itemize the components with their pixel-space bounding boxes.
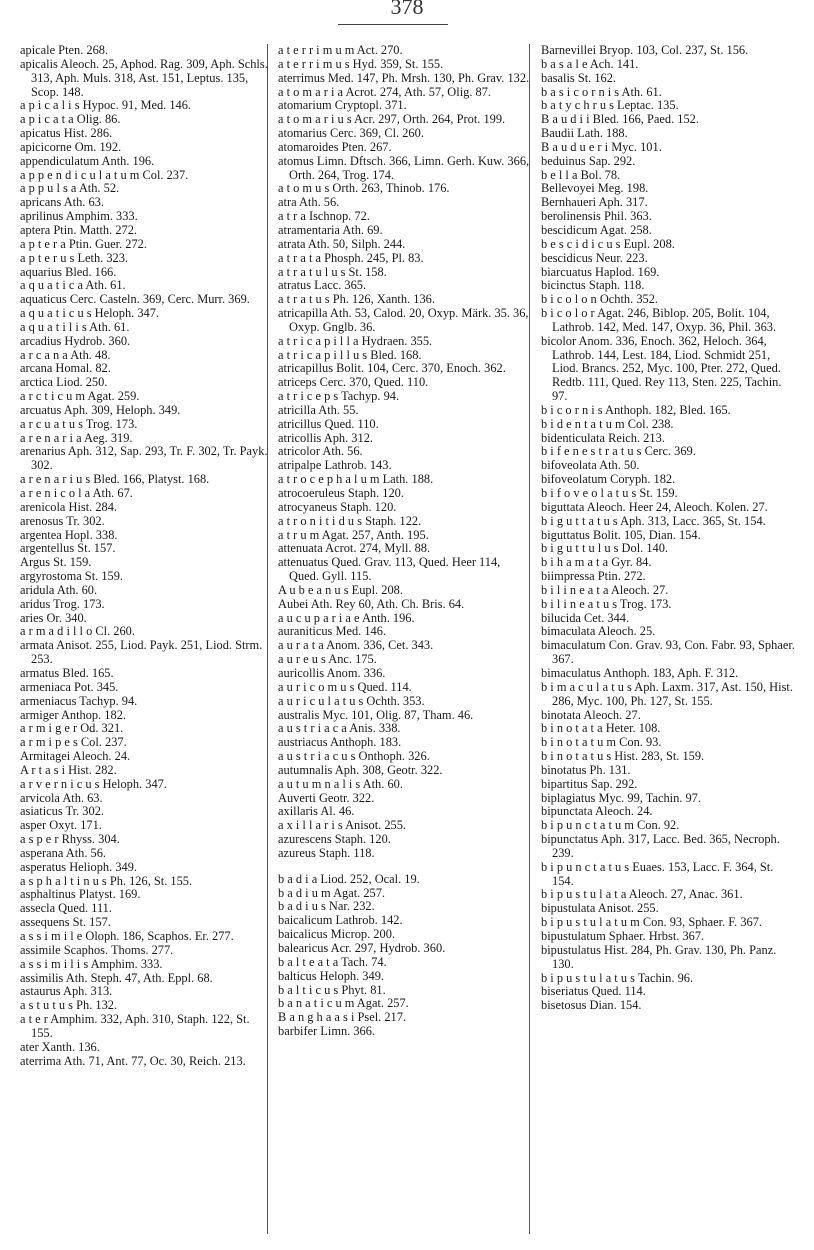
index-entry: a t e r r i m u m Act. 270. xyxy=(278,43,403,57)
index-entry: a p p u l s a Ath. 52. xyxy=(20,181,120,196)
index-entry: b i c o l o r Agat. 246, Biblop. 205, Bolit. 104, Lathrob. 142, Med. 147, Oxyp. 36, Phil. 363. xyxy=(541,306,777,334)
index-entry: a t e r Amphim. 332, Aph. 310, Staph. 122, St. 155. xyxy=(20,1012,250,1040)
index-entry: arcadius Hydrob. 360. xyxy=(20,333,131,348)
index-entry: b i p u s t u l a t a Aleoch. 27, Anac. 361. xyxy=(541,887,743,902)
index-entry: aridula Ath. 60. xyxy=(20,582,98,597)
index-entry: auraniticus Med. 146. xyxy=(278,624,387,639)
index-entry: ater Xanth. 136. xyxy=(20,1039,100,1054)
index-entry: bipunctatus Aph. 317, Lacc. Bed. 365, Necroph. 239. xyxy=(541,832,780,860)
index-entry: b i l i n e a t u s Trog. 173. xyxy=(541,596,672,611)
index-entry: autumnalis Aph. 308, Geotr. 322. xyxy=(278,762,443,777)
index-entry: B a n g h a a s i Psel. 217. xyxy=(278,1010,407,1025)
index-entry: b i f e n e s t r a t u s Cerc. 369. xyxy=(541,444,696,459)
index-entry: atricolor Ath. 56. xyxy=(278,444,363,459)
index-entry: a u s t r i a c a Anis. 338. xyxy=(278,721,401,736)
index-entry: a u t u m n a l i s Ath. 60. xyxy=(278,776,403,791)
page-number: 378 xyxy=(390,0,424,19)
index-entry: arctica Liod. 250. xyxy=(20,375,108,390)
index-entry: A r t a s i Hist. 282. xyxy=(20,762,117,777)
index-entry: bisetosus Dian. 154. xyxy=(541,998,642,1013)
index-entry: a x i l l a r i s Anisot. 255. xyxy=(278,818,407,833)
index-entry: armiger Anthop. 182. xyxy=(20,707,126,722)
index-entry: bipustulatus Hist. 284, Ph. Grav. 130, Ph. Panz. 130. xyxy=(541,942,777,971)
index-entry: b i f o v e o l a t u s St. 159. xyxy=(541,486,678,500)
index-entry: a t r a t u l u s St. 158. xyxy=(278,264,387,279)
index-entry: a r m i g e r Od. 321. xyxy=(20,721,124,736)
index-entry: a q u a t i c u s Heloph. 347. xyxy=(20,306,160,321)
index-entry: austriacus Anthoph. 183. xyxy=(278,735,402,750)
index-entry: bimaculatus Anthoph. 183, Aph. F. 312. xyxy=(541,665,739,680)
index-entry: asphaltinus Platyst. 169. xyxy=(20,887,141,902)
index-column-3 xyxy=(541,44,797,1013)
index-entry: armeniaca Pot. 345. xyxy=(20,679,119,694)
index-entry: b i g u t t a t u s Aph. 313, Lacc. 365, St. 154. xyxy=(541,513,766,528)
index-entry: B a u d u e r i Myc. 101. xyxy=(541,139,662,154)
index-entry: apicicorne Om. 192. xyxy=(20,139,122,154)
index-entry: b i d e n t a t u m Col. 238. xyxy=(541,416,674,431)
index-entry: a r e n i c o l a Ath. 67. xyxy=(20,486,133,500)
index-entry: b a d i u s Nar. 232. xyxy=(278,899,375,914)
index-entry: atomarium Cryptopl. 371. xyxy=(278,98,407,113)
index-entry: armata Anisot. 255, Liod. Payk. 251, Liod. Strm. 253. xyxy=(20,638,263,667)
index-entry: Bernhaueri Aph. 317. xyxy=(541,195,648,210)
index-entry: assimilis Ath. Steph. 47, Ath. Eppl. 68. xyxy=(20,970,213,985)
index-entry: baicalicus Microp. 200. xyxy=(278,927,395,942)
index-entry: assecla Qued. 111. xyxy=(20,901,112,916)
index-entry: a p i c a t a Olig. 86. xyxy=(20,112,121,127)
index-entry: a r e n a r i u s Bled. 166, Platyst. 168. xyxy=(20,472,210,487)
index-entry: argentea Hopl. 338. xyxy=(20,527,118,542)
index-entry: balearicus Acr. 297, Hydrob. 360. xyxy=(278,941,446,955)
index-entry: bipustulata Anisot. 255. xyxy=(541,901,659,916)
index-entry: apicalis Aleoch. 25, Aphod. Rag. 309, Aph. Schls. 313, Aph. Muls. 318, Ast. 151, Leptus. 135, Scop. 148. xyxy=(20,56,268,99)
index-entry: a t o m u s Orth. 263, Thinob. 176. xyxy=(278,181,450,196)
index-entry: aterrimus Med. 147, Ph. Mrsh. 130, Ph. Grav. 132. xyxy=(278,70,530,85)
index-entry: asiaticus Tr. 302. xyxy=(20,804,104,819)
index-entry: b a l t e a t a Tach. 74. xyxy=(278,954,387,969)
index-entry: atra Ath. 56. xyxy=(278,195,340,210)
index-entry: Baudii Lath. 188. xyxy=(541,126,628,141)
index-entry: argentellus St. 157. xyxy=(20,541,116,556)
index-entry: atricilla Ath. 55. xyxy=(278,402,359,417)
index-entry: b e l l a Bol. 78. xyxy=(541,167,621,182)
index-entry: a s s i m i l e Oloph. 186, Scaphos. Er. 277. xyxy=(20,929,234,943)
index-entry: a t r o n i t i d u s Staph. 122. xyxy=(278,513,422,528)
index-entry: atriceps Cerc. 370, Qued. 110. xyxy=(278,375,429,390)
index-entry: a p t e r u s Leth. 323. xyxy=(20,250,129,265)
index-entry: a r m a d i l l o Cl. 260. xyxy=(20,624,135,639)
index-entry: assimile Scaphos. Thoms. 277. xyxy=(20,942,174,957)
index-entry: bicinctus Staph. 118. xyxy=(541,278,645,293)
index-entry: biguttata Aleoch. Heer 24, Aleoch. Kolen. 27. xyxy=(541,499,768,514)
index-entry: a q u a t i l i s Ath. 61. xyxy=(20,319,130,334)
index-entry: arcuatus Aph. 309, Heloph. 349. xyxy=(20,402,181,417)
index-entry: biarcuatus Haplod. 169. xyxy=(541,264,660,279)
index-entry: b i n o t a t a Heter. 108. xyxy=(541,721,661,736)
index-entry: a t r a t a Phosph. 245, Pl. 83. xyxy=(278,250,424,265)
index-entry: beduinus Sap. 292. xyxy=(541,153,636,168)
index-entry: b i h a m a t a Gyr. 84. xyxy=(541,555,652,570)
index-entry: a t o m a r i a Acrot. 274, Ath. 57, Olig. 87. xyxy=(278,84,492,99)
index-entry: b a n a t i c u m Agat. 257. xyxy=(278,996,409,1011)
index-entry: biplagiatus Myc. 99, Tachin. 97. xyxy=(541,790,701,805)
index-entry: a p t e r a Ptin. Guer. 272. xyxy=(20,236,147,251)
index-entry: b i g u t t u l u s Dol. 140. xyxy=(541,541,669,556)
index-entry: bescidicus Neur. 223. xyxy=(541,250,648,265)
index-entry: atrata Ath. 50, Silph. 244. xyxy=(278,236,406,251)
index-entry: a u r i c o m u s Qued. 114. xyxy=(278,679,412,694)
index-entry: a t e r r i m u s Hyd. 359, St. 155. xyxy=(278,56,444,71)
index-entry: attenuatus Qued. Grav. 113, Qued. Heer 114, Qued. Gyll. 115. xyxy=(278,555,501,584)
index-entry: biseriatus Qued. 114. xyxy=(541,984,646,999)
index-entry: astaurus Aph. 313. xyxy=(20,984,113,999)
index-entry: atricapilla Ath. 53, Calod. 20, Oxyp. Märk. 35. 36, Oxyp. Gnglb. 36. xyxy=(278,306,529,334)
index-entry: arenosus Tr. 302. xyxy=(20,513,105,528)
index-entry: b i p u s t u l a t u s Tachin. 96. xyxy=(541,970,694,985)
index-entry: atricapillus Bolit. 104, Cerc. 370, Enoch. 362. xyxy=(278,361,506,376)
index-entry: atomaroides Pten. 267. xyxy=(278,139,392,154)
index-entry: a u s t r i a c u s Onthoph. 326. xyxy=(278,749,430,764)
index-entry: aquarius Bled. 166. xyxy=(20,264,117,279)
index-entry: armeniacus Tachyp. 94. xyxy=(20,693,138,708)
index-entry: a s t u t u s Ph. 132. xyxy=(20,998,118,1013)
index-entry: biimpressa Ptin. 272. xyxy=(541,569,646,584)
index-entry: bidenticulata Reich. 213. xyxy=(541,430,665,445)
index-entry: azurescens Staph. 120. xyxy=(278,832,391,847)
index-entry: a t o m a r i u s Acr. 297, Orth. 264, Prot. 199. xyxy=(278,112,506,127)
index-entry: a t r i c a p i l l u s Bled. 168. xyxy=(278,347,422,362)
index-entry: bipunctata Aleoch. 24. xyxy=(541,804,653,819)
index-column-2 xyxy=(278,44,530,1039)
index-entry: asperana Ath. 56. xyxy=(20,845,107,860)
index-entry: a r m i p e s Col. 237. xyxy=(20,735,127,750)
index-entry: apricans Ath. 63. xyxy=(20,195,104,210)
index-entry: a u r a t a Anom. 336, Cet. 343. xyxy=(278,638,434,653)
index-entry: a t r i c a p i l l a Hydraen. 355. xyxy=(278,333,433,348)
section-gap xyxy=(278,861,530,873)
index-entry: atratus Lacc. 365. xyxy=(278,278,367,293)
index-entry: a t r u m Agat. 257, Anth. 195. xyxy=(278,527,429,542)
index-entry: A u b e a n u s Eupl. 208. xyxy=(278,582,403,597)
index-entry: Aubei Ath. Rey 60, Ath. Ch. Bris. 64. xyxy=(278,596,465,611)
index-entry: Argus St. 159. xyxy=(20,555,92,570)
index-entry: asper Oxyt. 171. xyxy=(20,818,102,833)
index-entry: Barnevillei Bryop. 103, Col. 237, St. 156. xyxy=(541,43,749,57)
index-entry: bifoveolata Ath. 50. xyxy=(541,458,640,473)
index-entry: aquaticus Cerc. Casteln. 369, Cerc. Murr. 369. xyxy=(20,292,250,307)
index-entry: aries Or. 340. xyxy=(20,610,87,625)
index-entry: atricollis Aph. 312. xyxy=(278,430,373,445)
index-entry: a r c t i c u m Agat. 259. xyxy=(20,389,140,404)
index-entry: biguttatus Bolit. 105, Dian. 154. xyxy=(541,527,701,542)
index-entry: a r v e r n i c u s Heloph. 347. xyxy=(20,776,167,791)
index-entry: apicatus Hist. 286. xyxy=(20,126,113,141)
index-entry: a r e n a r i a Aeg. 319. xyxy=(20,430,133,445)
index-entry: b a d i u m Agat. 257. xyxy=(278,885,386,900)
index-entry: b i c o r n i s Anthoph. 182, Bled. 165. xyxy=(541,402,731,417)
index-entry: b a d i a Liod. 252, Ocal. 19. xyxy=(278,871,420,886)
index-entry: apicale Pten. 268. xyxy=(20,43,109,57)
index-entry: bicolor Anom. 336, Enoch. 362, Heloch. 364, Lathrob. 144, Lest. 184, Liod. Schmidt 251, Liod. Brancs. 252, Myc. 100, Pter. 272, Qued. Redtb. 111, Qued. Rey 113, Sten. 225, Tachin. 97. xyxy=(541,333,782,404)
index-entry: assequens St. 157. xyxy=(20,915,111,930)
index-entry: atrocoeruleus Staph. 120. xyxy=(278,486,404,500)
index-entry: a p i c a l i s Hypoc. 91, Med. 146. xyxy=(20,98,192,113)
index-entry: aptera Ptin. Matth. 272. xyxy=(20,222,138,237)
index-entry: a s s i m i l i s Amphim. 333. xyxy=(20,956,163,971)
index-entry: binotatus Ph. 131. xyxy=(541,762,631,777)
index-entry: b i p u n c t a t u s Euaes. 153, Lacc. F. 364, St. 154. xyxy=(541,859,774,888)
index-entry: atomus Limn. Dftsch. 366, Limn. Gerh. Kuw. 366, Orth. 264, Trog. 174. xyxy=(278,153,530,182)
index-entry: bimaculata Aleoch. 25. xyxy=(541,624,656,639)
index-entry: b a s i c o r n i s Ath. 61. xyxy=(541,84,662,99)
index-entry: arenicola Hist. 284. xyxy=(20,499,118,514)
index-entry: a q u a t i c a Ath. 61. xyxy=(20,278,126,293)
index-entry: a u c u p a r i a e Anth. 196. xyxy=(278,610,415,625)
index-column-1 xyxy=(20,44,270,1068)
header-rule xyxy=(338,24,448,25)
index-entry: argyrostoma St. 159. xyxy=(20,569,124,584)
index-entry: a r c u a t u s Trog. 173. xyxy=(20,416,138,431)
index-entry: azureus Staph. 118. xyxy=(278,845,375,860)
index-entry: binotata Aleoch. 27. xyxy=(541,707,641,722)
index-entry: b a t y c h r u s Leptac. 135. xyxy=(541,98,679,113)
index-entry: a r c a n a Ath. 48. xyxy=(20,347,111,362)
index-entry: asperatus Helioph. 349. xyxy=(20,859,137,874)
index-entry: a p p e n d i c u l a t u m Col. 237. xyxy=(20,167,189,182)
index-entry: a s p h a l t i n u s Ph. 126, St. 155. xyxy=(20,873,193,888)
index-entry: a s p e r Rhyss. 304. xyxy=(20,832,120,847)
index-entry: aterrima Ath. 71, Ant. 77, Oc. 30, Reich. 213. xyxy=(20,1053,246,1068)
index-entry: b i p u s t u l a t u m Con. 93, Sphaer. F. 367. xyxy=(541,915,763,930)
index-entry: arcana Homal. 82. xyxy=(20,361,111,376)
index-entry: berolinensis Phil. 363. xyxy=(541,209,652,224)
index-entry: b a l t i c u s Phyt. 81. xyxy=(278,982,386,997)
index-entry: atrocyaneus Staph. 120. xyxy=(278,499,397,514)
index-entry: axillaris Al. 46. xyxy=(278,804,355,819)
index-entry: a t r o c e p h a l u m Lath. 188. xyxy=(278,472,434,487)
index-entry: atripalpe Lathrob. 143. xyxy=(278,458,392,473)
index-entry: atomarius Cerc. 369, Cl. 260. xyxy=(278,126,424,141)
index-entry: baicalicum Lathrob. 142. xyxy=(278,913,403,928)
index-entry: bipustulatum Sphaer. Hrbst. 367. xyxy=(541,929,705,943)
index-entry: armatus Bled. 165. xyxy=(20,665,114,680)
index-entry: barbifer Limn. 366. xyxy=(278,1024,376,1039)
index-entry: arenarius Aph. 312, Sap. 293, Tr. F. 302, Tr. Payk. 302. xyxy=(20,444,268,473)
index-entry: b i c o l o n Ochth. 352. xyxy=(541,292,659,307)
index-entry: attenuata Acrot. 274, Myll. 88. xyxy=(278,541,431,556)
index-entry: bipartitus Sap. 292. xyxy=(541,776,638,791)
index-entry: b i n o t a t u m Con. 93. xyxy=(541,735,662,750)
index-entry: aprilinus Amphim. 333. xyxy=(20,209,138,224)
index-entry: a t r a Ischnop. 72. xyxy=(278,209,370,224)
index-entry: australis Myc. 101, Olig. 87, Tham. 46. xyxy=(278,707,474,722)
index-entry: appendiculatum Anth. 196. xyxy=(20,153,155,168)
index-entry: b i p u n c t a t u m Con. 92. xyxy=(541,818,680,833)
index-entry: arvicola Ath. 63. xyxy=(20,790,103,805)
index-entry: bimaculatum Con. Grav. 93, Con. Fabr. 93, Sphaer. 367. xyxy=(541,638,795,667)
index-entry: B a u d i i Bled. 166, Paed. 152. xyxy=(541,112,699,127)
index-entry: basalis St. 162. xyxy=(541,70,617,85)
index-entry: a u r e u s Anc. 175. xyxy=(278,652,377,667)
index-entry: atramentaria Ath. 69. xyxy=(278,222,383,237)
index-entry: b e s c i d i c u s Eupl. 208. xyxy=(541,236,675,251)
index-entry: b a s a l e Ach. 141. xyxy=(541,56,639,71)
index-entry: atricillus Qued. 110. xyxy=(278,416,379,431)
index-entry: a t r i c e p s Tachyp. 94. xyxy=(278,389,400,404)
index-entry: b i l i n e a t a Aleoch. 27. xyxy=(541,582,669,597)
index-entry: bifoveolatum Coryph. 182. xyxy=(541,472,676,487)
index-entry: Armitagei Aleoch. 24. xyxy=(20,749,131,764)
index-entry: balticus Heloph. 349. xyxy=(278,968,384,983)
index-entry: aridus Trog. 173. xyxy=(20,596,105,611)
index-entry: a t r a t u s Ph. 126, Xanth. 136. xyxy=(278,292,435,307)
index-entry: Bellevoyei Meg. 198. xyxy=(541,181,649,196)
index-entry: auricollis Anom. 336. xyxy=(278,665,386,680)
index-entry: bilucida Cet. 344. xyxy=(541,610,630,625)
index-entry: b i m a c u l a t u s Aph. Laxm. 317, Ast. 150, Hist. 286, Myc. 100, Ph. 127, St. 155. xyxy=(541,679,793,708)
index-entry: bescidicum Agat. 258. xyxy=(541,222,652,237)
index-entry: b i n o t a t u s Hist. 283, St. 159. xyxy=(541,749,705,764)
index-entry: Auverti Geotr. 322. xyxy=(278,790,375,805)
index-entry: a u r i c u l a t u s Ochth. 353. xyxy=(278,693,425,708)
